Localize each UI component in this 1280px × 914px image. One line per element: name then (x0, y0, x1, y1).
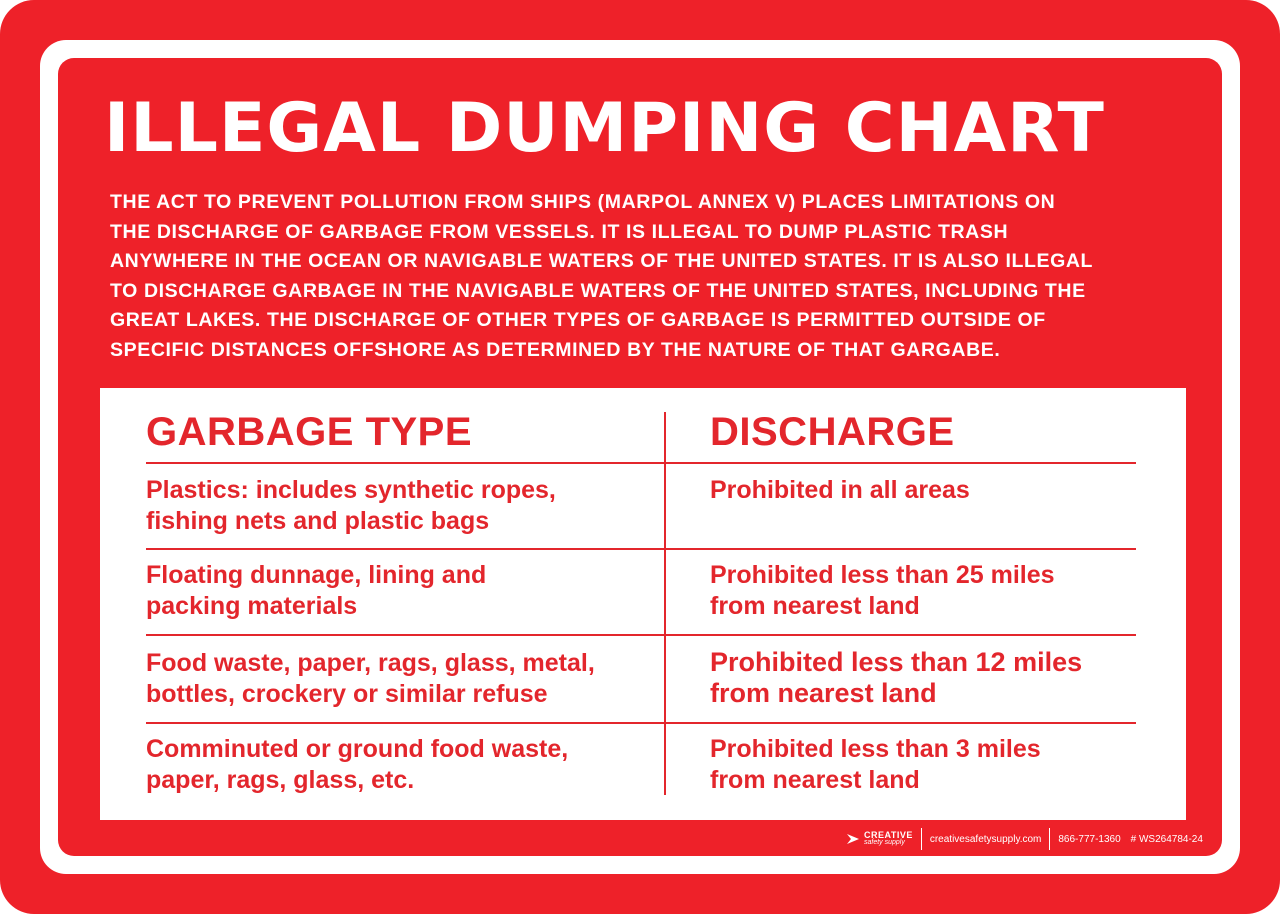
intro-line: GREAT LAKES. THE DISCHARGE OF OTHER TYPES OF GARBAGE IS PERMITTED OUTSIDE OF (110, 309, 1046, 331)
intro-line: THE ACT TO PREVENT POLLUTION FROM SHIPS (MARPOL ANNEX V) PLACES LIMITATIONS ON (110, 191, 1056, 213)
cell-line: Prohibited in all areas (710, 476, 970, 504)
cell-line: fishing nets and plastic bags (146, 507, 490, 535)
row-4-garbage-type (146, 734, 646, 796)
column-divider (664, 412, 666, 795)
cell-line: Prohibited less than 12 miles (710, 647, 1083, 677)
cell-line: from nearest land (710, 766, 920, 794)
footer-website: creativesafetysupply.com (929, 833, 1042, 845)
cell-line: from nearest land (710, 678, 937, 708)
row-2-discharge (710, 560, 1210, 622)
intro-line: ANYWHERE IN THE OCEAN OR NAVIGABLE WATERS OF THE UNITED STATES. IT IS ALSO ILLEGAL (110, 250, 1094, 272)
brand-arrow-icon (846, 832, 860, 846)
intro-line: THE DISCHARGE OF GARBAGE FROM VESSELS. IT IS ILLEGAL TO DUMP PLASTIC TRASH (110, 220, 1009, 243)
cell-line: Prohibited less than 3 miles (710, 735, 1041, 763)
sign-footer (846, 826, 1203, 852)
cell-line: Prohibited less than 25 miles (710, 561, 1055, 589)
header-garbage-type: GARBAGE TYPE (146, 410, 473, 454)
row-1-discharge (710, 475, 1210, 506)
cell-line: bottles, crockery or similar refuse (146, 680, 548, 708)
row-4-discharge (710, 734, 1210, 796)
footer-phone: 866-777-1360 (1058, 833, 1121, 845)
cell-line: Comminuted or ground food waste, (146, 735, 569, 763)
row-3-garbage-type (146, 648, 646, 710)
intro-line: TO DISCHARGE GARBAGE IN THE NAVIGABLE WATERS OF THE UNITED STATES, INCLUDING THE (110, 279, 1086, 302)
row-divider (146, 722, 1136, 724)
footer-separator (1049, 828, 1050, 850)
row-divider (146, 548, 1136, 550)
intro-line: SPECIFIC DISTANCES OFFSHORE AS DETERMINED BY THE NATURE OF THAT GARGABE. (110, 338, 1001, 361)
row-2-garbage-type (146, 560, 646, 622)
row-3-discharge (710, 647, 1210, 709)
intro-paragraph (110, 188, 1170, 365)
row-1-garbage-type (146, 475, 646, 537)
footer-sku: # WS264784-24 (1130, 833, 1203, 845)
cell-line: Food waste, paper, rags, glass, metal, (146, 649, 595, 677)
cell-line: paper, rags, glass, etc. (146, 766, 415, 794)
row-divider (146, 462, 1136, 464)
cell-line: Floating dunnage, lining and (146, 561, 487, 589)
cell-line: packing materials (146, 592, 358, 620)
header-discharge: DISCHARGE (710, 410, 955, 454)
brand-tagline: safety supply (864, 839, 905, 846)
sign-title: ILLEGAL DUMPING CHART (104, 89, 1105, 168)
cell-line: Plastics: includes synthetic ropes, (146, 476, 556, 504)
row-divider (146, 634, 1136, 636)
cell-line: from nearest land (710, 592, 920, 620)
footer-separator (921, 828, 922, 850)
brand-name: CREATIVE (864, 830, 913, 840)
brand-logo (846, 831, 913, 847)
